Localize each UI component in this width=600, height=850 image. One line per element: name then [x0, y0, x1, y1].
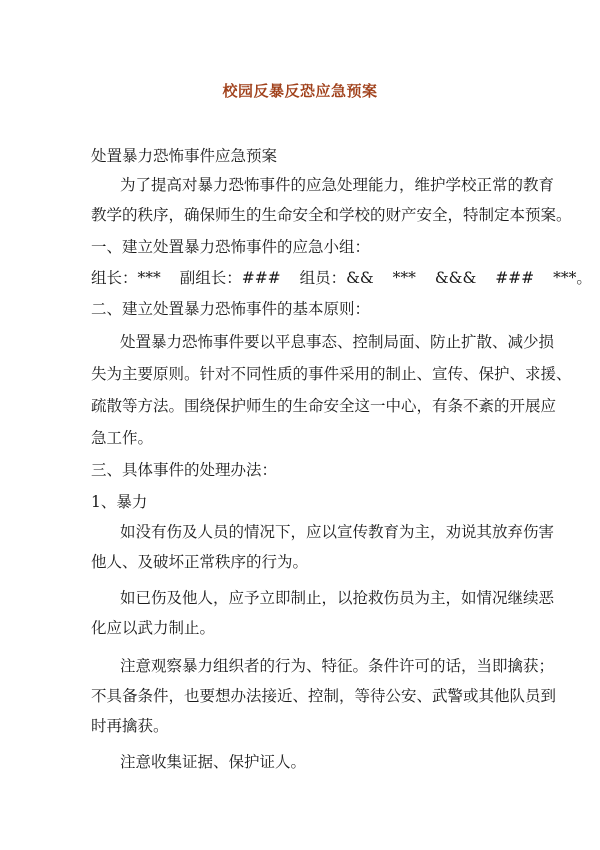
team-roles: [91, 268, 592, 288]
violence-p3-line-2: 不具备条件，也要想办法接近、控制，等待公安、武警或其他队员到: [91, 687, 557, 705]
subsection-1-heading: 1、暴力: [91, 493, 148, 511]
section-2-heading: 二、建立处置暴力恐怖事件的基本原则：: [91, 300, 371, 318]
violence-p4-line: 注意收集证据、保护证人。: [120, 753, 307, 771]
principles-line-1: 处置暴力恐怖事件要以平息事态、控制局面、防止扩散、减少损: [120, 333, 555, 351]
principles-line-3: 疏散等方法。围绕保护师生的生命安全这一中心，有条不紊的开展应: [91, 397, 557, 415]
intro-line-1: 为了提高对暴力恐怖事件的应急处理能力，维护学校正常的教育: [120, 176, 555, 194]
violence-p1-line-2: 他人、及破坏正常秩序的行为。: [91, 553, 309, 571]
role-deputy: 副组长：###: [179, 269, 281, 287]
role-member-5: ***。: [553, 269, 592, 287]
plan-subtitle: 处置暴力恐怖事件应急预案: [91, 147, 278, 165]
violence-p3-line-3: 时再擒获。: [91, 717, 169, 735]
violence-p2-line-2: 化应以武力制止。: [91, 619, 216, 637]
principles-line-4: 急工作。: [91, 429, 154, 447]
section-3-heading: 三、具体事件的处理办法：: [91, 461, 278, 479]
role-member-2: ***: [392, 269, 416, 287]
role-member-3: &&&: [434, 269, 477, 287]
section-1-heading: 一、建立处置暴力恐怖事件的应急小组：: [91, 238, 371, 256]
violence-p2-line-1: 如已伤及他人，应予立即制止，以抢救伤员为主，如情况继续恶: [120, 589, 555, 607]
document-title: 校园反暴反恐应急预案: [222, 82, 378, 100]
role-members: 组员：&&: [299, 269, 374, 287]
intro-line-2: 教学的秩序，确保师生的生命安全和学校的财产安全，特制定本预案。: [91, 206, 572, 224]
role-leader: 组长：***: [91, 269, 161, 287]
violence-p3-line-1: 注意观察暴力组织者的行为、特征。条件许可的话，当即擒获；: [120, 657, 555, 675]
principles-line-2: 失为主要原则。针对不同性质的事件采用的制止、宣传、保护、求援、: [91, 365, 572, 383]
violence-p1-line-1: 如没有伤及人员的情况下，应以宣传教育为主，劝说其放弃伤害: [120, 523, 555, 541]
role-member-4: ###: [495, 269, 535, 287]
